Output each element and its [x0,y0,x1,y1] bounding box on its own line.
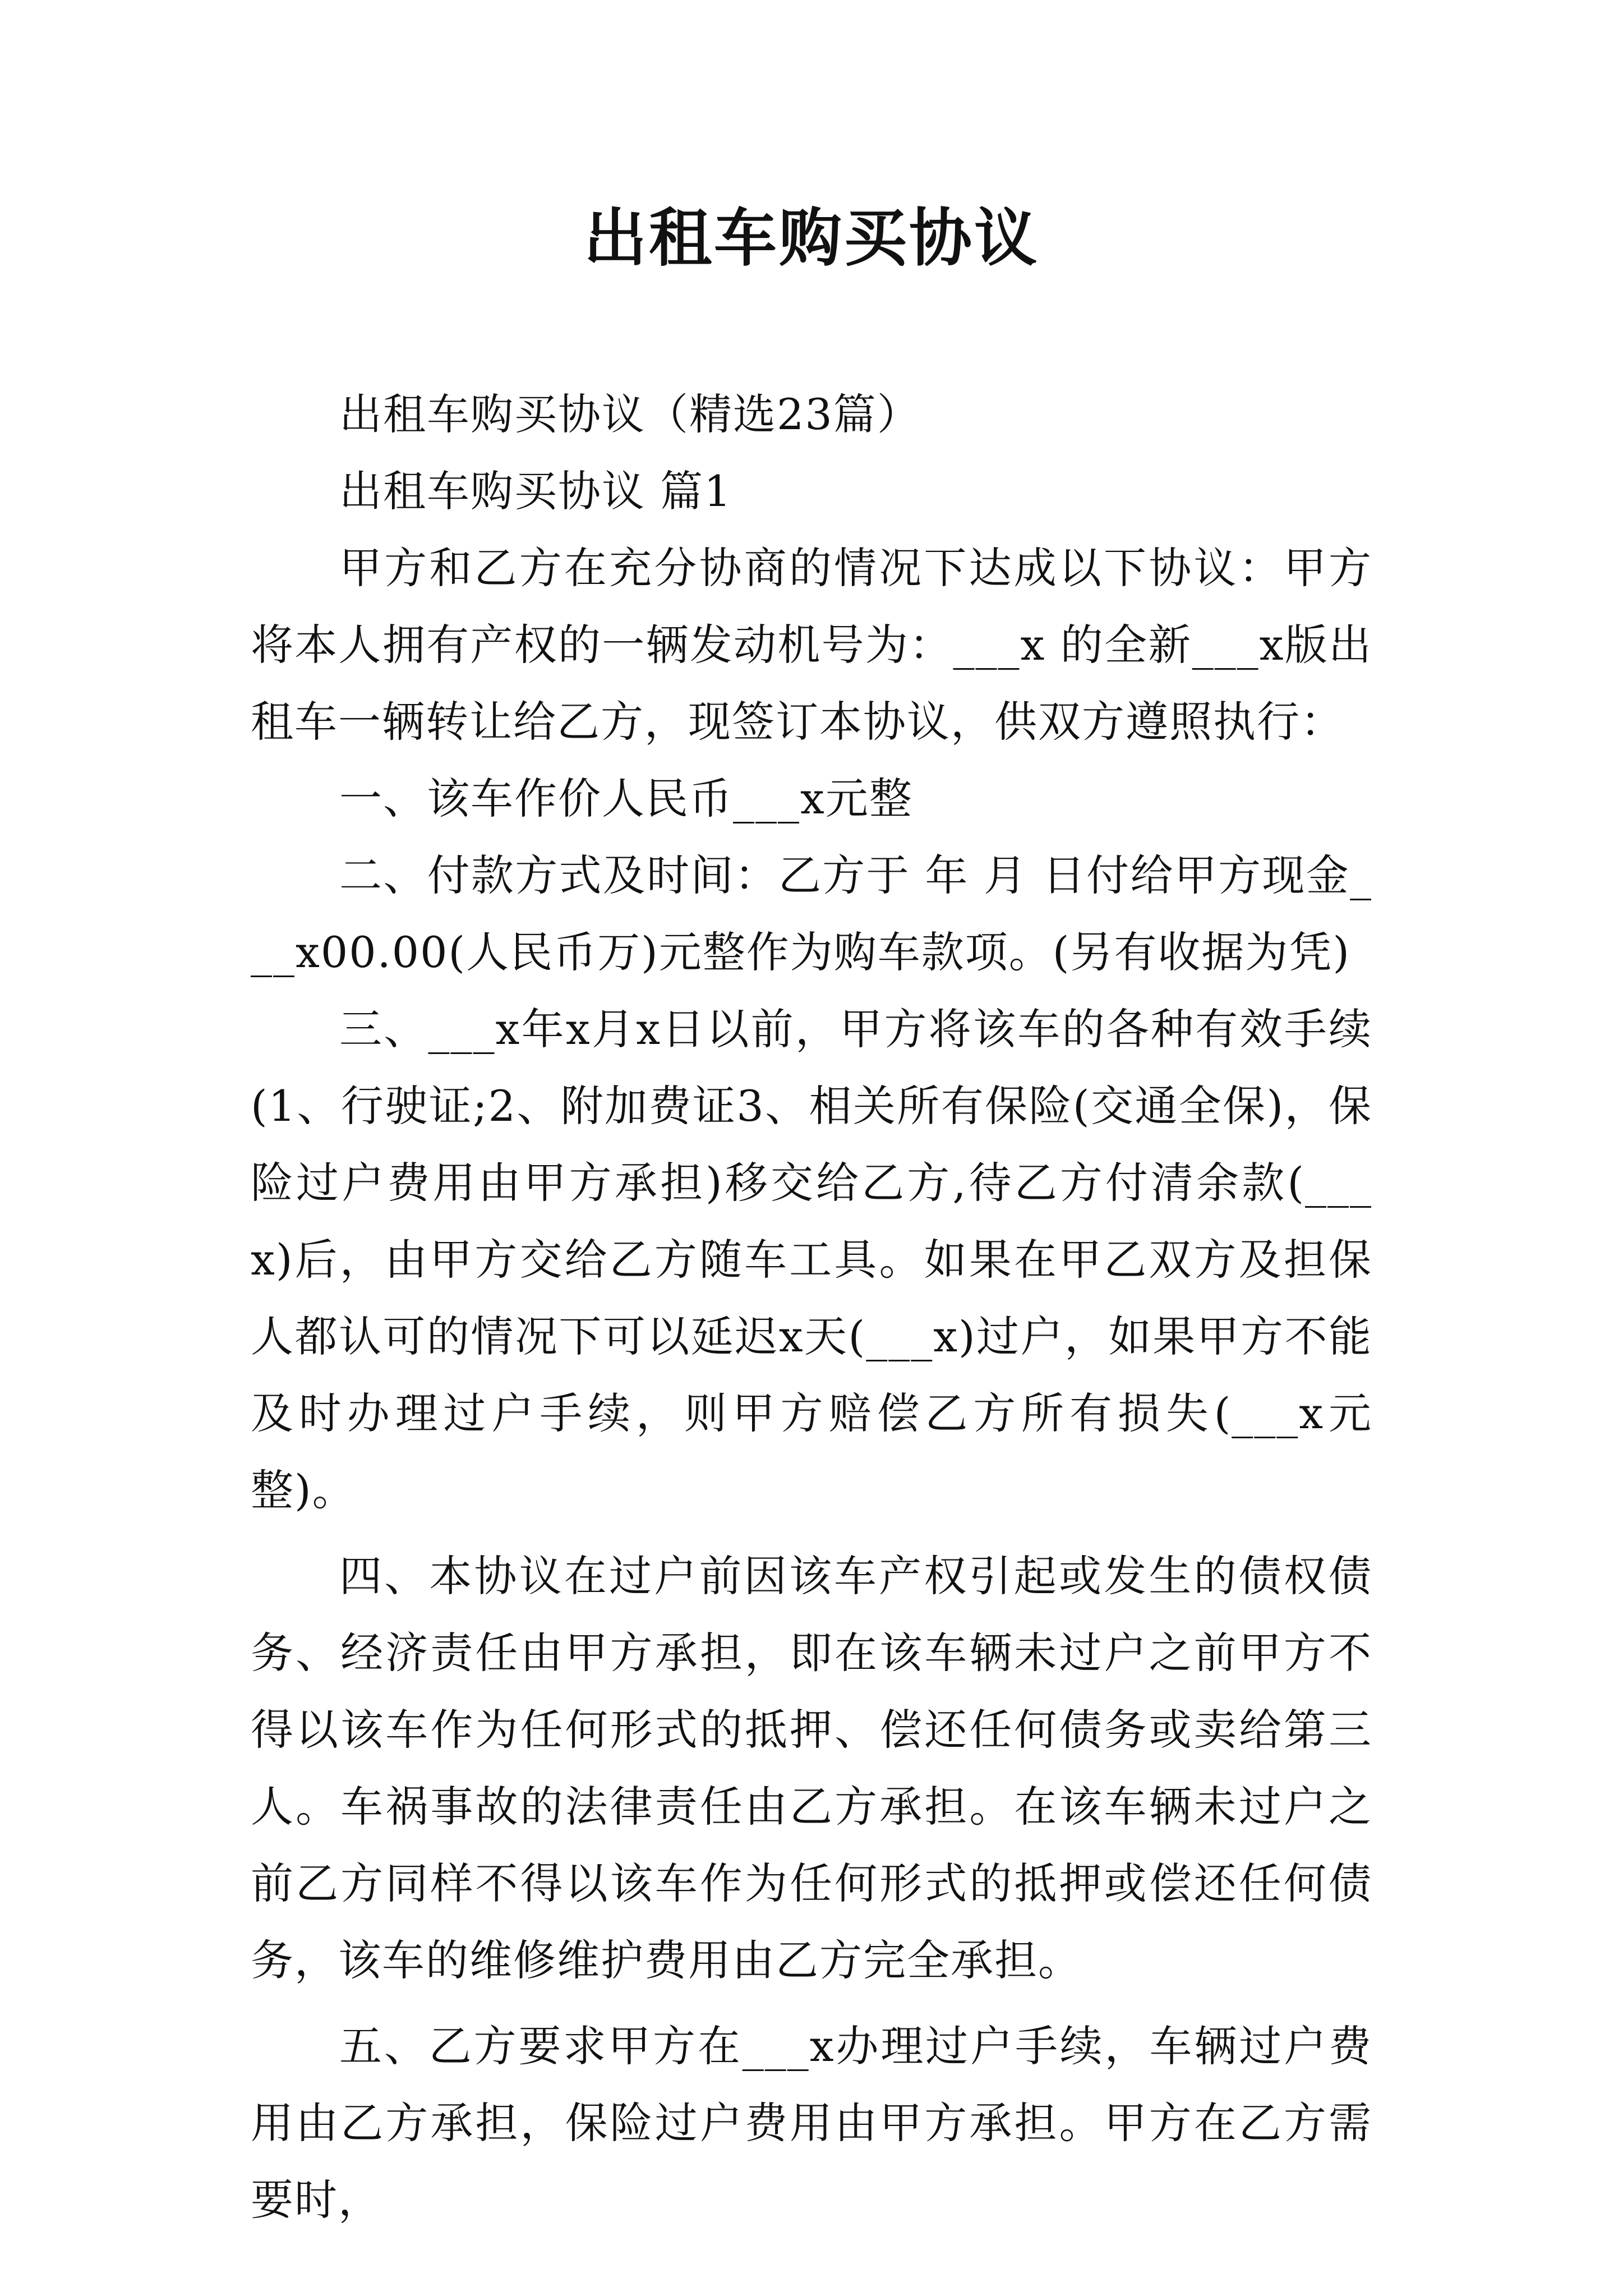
document-title: 出租车购买协议 [584,201,1039,275]
paragraph-clause-5: 五、乙方要求甲方在___x办理过户手续，车辆过户费用由乙方承担，保险过户费用由甲方承担。甲方在乙方需要时， [251,2021,1372,2225]
document-body [251,376,1372,2238]
paragraph-intro: 甲方和乙方在充分协商的情况下达成以下协议：甲方将本人拥有产权的一辆发动机号为：___x 的全新___x版出租车一辆转让给乙方，现签订本协议，供双方遵照执行： [251,543,1372,747]
paragraph-clause-3: 三、___x年x月x日以前，甲方将该车的各种有效手续(1、行驶证;2、附加费证3、相关所有保险(交通全保)，保险过户费用由甲方承担)移交给乙方,待乙方付清余款(___x)后，由甲方交给乙方随车工具。如果在甲乙双方及担保人都认可的情况下可以延迟x天(___x)过户，如果甲方不能及时办理过户手续，则甲方赔偿乙方所有损失(___x元整)。 [251,1004,1372,1515]
document-subtitle: 出租车购买协议（精选23篇） [339,389,921,439]
paragraph-clause-4: 四、本协议在过户前因该车产权引起或发生的债权债务、经济责任由甲方承担，即在该车辆未过户之前甲方不得以该车作为任何形式的抵押、偿还任何债务或卖给第三人。车祸事故的法律责任由乙方承担。在该车辆未过户之前乙方同样不得以该车作为任何形式的抵押或偿还任何债务，该车的维修维护费用由乙方完全承担。 [251,1551,1372,1985]
paragraph-clause-1: 一、该车作价人民币___x元整 [339,774,913,823]
paragraph-clause-2: 二、付款方式及时间：乙方于 年 月 日付给甲方现金___x00.00(人民币万)元整作为购车款项。(另有收据为凭) [251,850,1372,977]
section-heading: 出租车购买协议 篇1 [339,466,732,516]
